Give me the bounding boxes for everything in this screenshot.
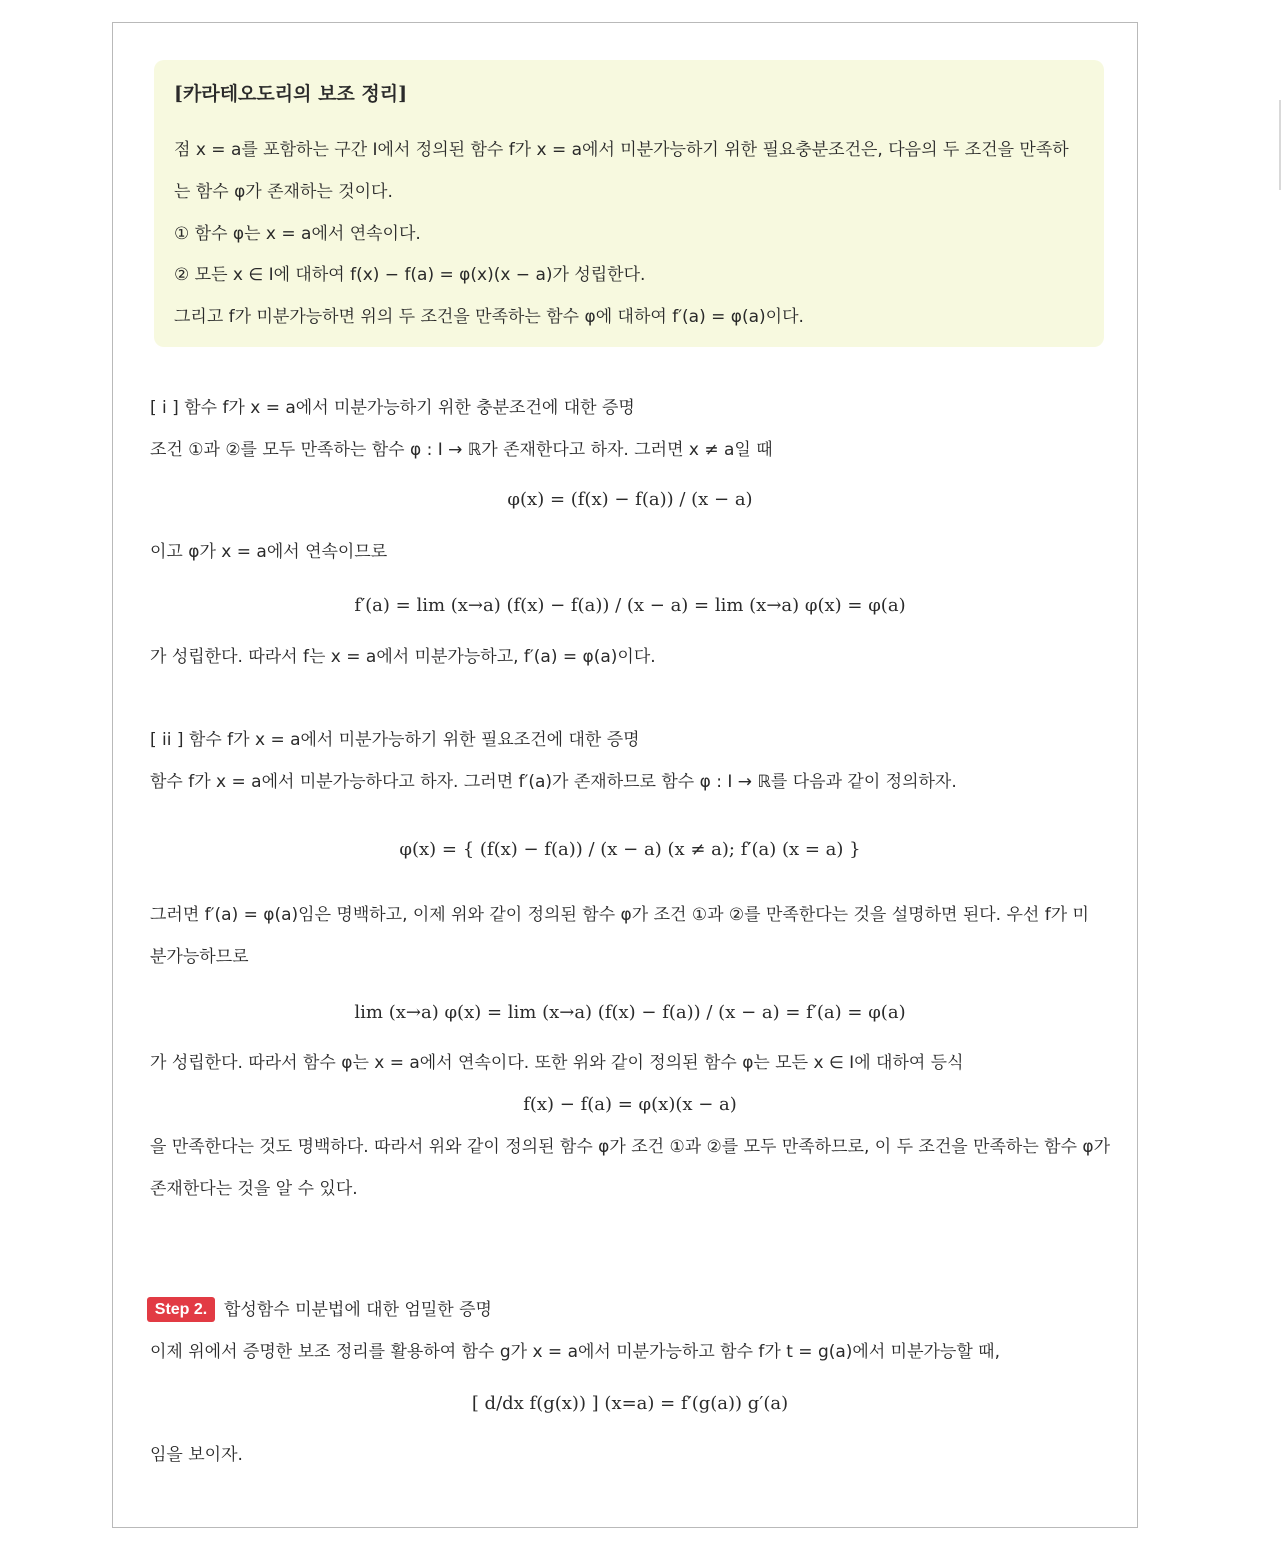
proof-1-line-1: 조건 ①과 ②를 모두 만족하는 함수 φ : I → ℝ가 존재한다고 하자. 그러면 x ≠ a일 때 [150, 440, 773, 460]
scan-edge-mark [1279, 100, 1281, 190]
theorem-condition-1: ① 함수 φ는 x = a에서 연속이다. [174, 224, 421, 244]
step-badge: Step 2. [147, 1297, 215, 1322]
proof-2-line-1: 함수 f가 x = a에서 미분가능하다고 하자. 그러면 f′(a)가 존재하므로 함수 φ : I → ℝ를 다음과 같이 정의하자. [150, 772, 957, 792]
proof-2-line-3: 분가능하므로 [150, 947, 249, 967]
proof-2-equation-1: φ(x) = { (f(x) − f(a)) / (x − a) (x ≠ a); f′(a) (x = a) } [399, 839, 861, 860]
step-2-title: 합성함수 미분법에 대한 엄밀한 증명 [224, 1300, 492, 1320]
proof-1-line-2: 이고 φ가 x = a에서 연속이므로 [150, 542, 388, 562]
theorem-condition-2: ② 모든 x ∈ I에 대하여 f(x) − f(a) = φ(x)(x − a)가 성립한다. [174, 265, 646, 285]
proof-1-line-3: 가 성립한다. 따라서 f는 x = a에서 미분가능하고, f′(a) = φ(a)이다. [150, 647, 656, 667]
theorem-line-3: 그리고 f가 미분가능하면 위의 두 조건을 만족하는 함수 φ에 대하여 f′(a) = φ(a)이다. [174, 307, 804, 327]
proof-2-heading: [ ii ] 함수 f가 x = a에서 미분가능하기 위한 필요조건에 대한 증명 [150, 730, 640, 750]
theorem-title: [카라테오도리의 보조 정리] [174, 83, 408, 105]
theorem-line-1: 점 x = a를 포함하는 구간 I에서 정의된 함수 f가 x = a에서 미분가능하기 위한 필요충분조건은, 다음의 두 조건을 만족하 [174, 140, 1069, 160]
proof-2-equation-3: f(x) − f(a) = φ(x)(x − a) [523, 1094, 737, 1115]
proof-2-line-6: 존재한다는 것을 알 수 있다. [150, 1179, 358, 1199]
step-2-equation: [ d/dx f(g(x)) ] (x=a) = f′(g(a)) g′(a) [471, 1393, 789, 1414]
proof-2-line-5: 을 만족한다는 것도 명백하다. 따라서 위와 같이 정의된 함수 φ가 조건 ①과 ②를 모두 만족하므로, 이 두 조건을 만족하는 함수 φ가 [150, 1137, 1111, 1157]
step-2-line-2: 임을 보이자. [150, 1445, 243, 1465]
proof-2-equation-2: lim (x→a) φ(x) = lim (x→a) (f(x) − f(a)) / (x − a) = f′(a) = φ(a) [354, 1002, 906, 1023]
step-2-line-1: 이제 위에서 증명한 보조 정리를 활용하여 함수 g가 x = a에서 미분가능하고 함수 f가 t = g(a)에서 미분가능할 때, [150, 1342, 1001, 1362]
proof-1-equation-2: f′(a) = lim (x→a) (f(x) − f(a)) / (x − a) = lim (x→a) φ(x) = φ(a) [354, 595, 906, 616]
proof-1-equation-1: φ(x) = (f(x) − f(a)) / (x − a) [507, 489, 753, 510]
proof-2-line-2: 그러면 f′(a) = φ(a)임은 명백하고, 이제 위와 같이 정의된 함수 φ가 조건 ①과 ②를 만족한다는 것을 설명하면 된다. 우선 f가 미 [150, 905, 1089, 925]
proof-2-line-4: 가 성립한다. 따라서 함수 φ는 x = a에서 연속이다. 또한 위와 같이 정의된 함수 φ는 모든 x ∈ I에 대하여 등식 [150, 1053, 964, 1073]
theorem-line-2: 는 함수 φ가 존재하는 것이다. [174, 182, 393, 202]
proof-1-heading: [ i ] 함수 f가 x = a에서 미분가능하기 위한 충분조건에 대한 증명 [150, 398, 635, 418]
